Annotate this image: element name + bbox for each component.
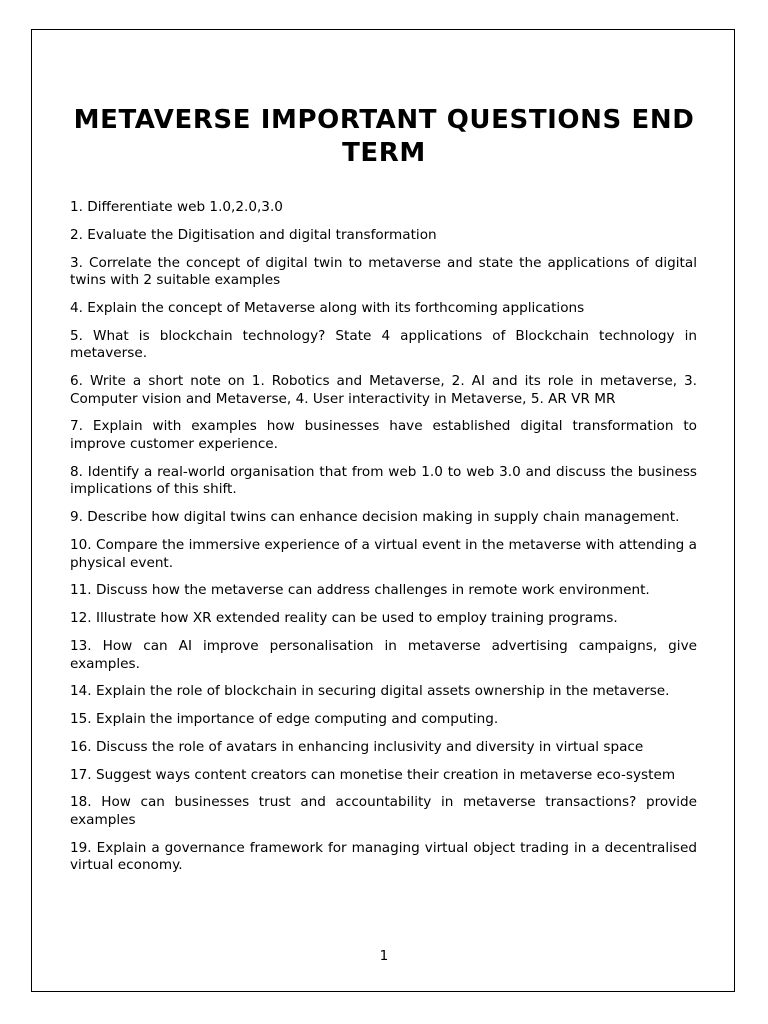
- question-item: 18. How can businesses trust and accountability in metaverse transactions? provide examples: [70, 794, 697, 829]
- question-item: 2. Evaluate the Digitisation and digital transformation: [70, 226, 437, 243]
- question-item: 8. Identify a real-world organisation that from web 1.0 to web 3.0 and discuss the business implications of this shift.: [70, 463, 697, 498]
- question-item: 17. Suggest ways content creators can monetise their creation in metaverse eco-system: [70, 766, 676, 783]
- question-item: 16. Discuss the role of avatars in enhancing inclusivity and diversity in virtual space: [70, 738, 644, 755]
- question-list: [70, 199, 697, 885]
- question-item: 4. Explain the concept of Metaverse along with its forthcoming applications: [70, 299, 585, 316]
- question-item: 5. What is blockchain technology? State 4 applications of Blockchain technology in metaverse.: [70, 327, 697, 362]
- question-item: 12. Illustrate how XR extended reality can be used to employ training programs.: [70, 610, 618, 627]
- question-item: 9. Describe how digital twins can enhance decision making in supply chain management.: [70, 509, 680, 526]
- question-item: 7. Explain with examples how businesses have established digital transformation to improve customer experience.: [70, 418, 697, 453]
- question-item: 13. How can AI improve personalisation in metaverse advertising campaigns, give examples.: [70, 637, 697, 672]
- page-number: 1: [379, 948, 389, 964]
- question-item: 10. Compare the immersive experience of a virtual event in the metaverse with attending a physical event.: [70, 537, 697, 571]
- question-item: 15. Explain the importance of edge computing and computing.: [70, 711, 499, 728]
- question-item: 14. Explain the role of blockchain in securing digital assets ownership in the metaverse.: [70, 683, 670, 700]
- document-title: METAVERSE IMPORTANT QUESTIONS END TERM: [73, 105, 695, 168]
- question-item: 19. Explain a governance framework for managing virtual object trading in a decentralised virtual economy.: [70, 839, 697, 874]
- question-item: 11. Discuss how the metaverse can address challenges in remote work environment.: [70, 582, 650, 599]
- question-item: 6. Write a short note on 1. Robotics and Metaverse, 2. AI and its role in metaverse, 3. Computer vision and Metaverse, 4. User interactivity in Metaverse, 5. AR VR MR: [70, 373, 697, 407]
- question-item: 1. Differentiate web 1.0,2.0,3.0: [70, 199, 283, 215]
- question-item: 3. Correlate the concept of digital twin to metaverse and state the applications of digital twins with 2 suitable examples: [70, 254, 697, 289]
